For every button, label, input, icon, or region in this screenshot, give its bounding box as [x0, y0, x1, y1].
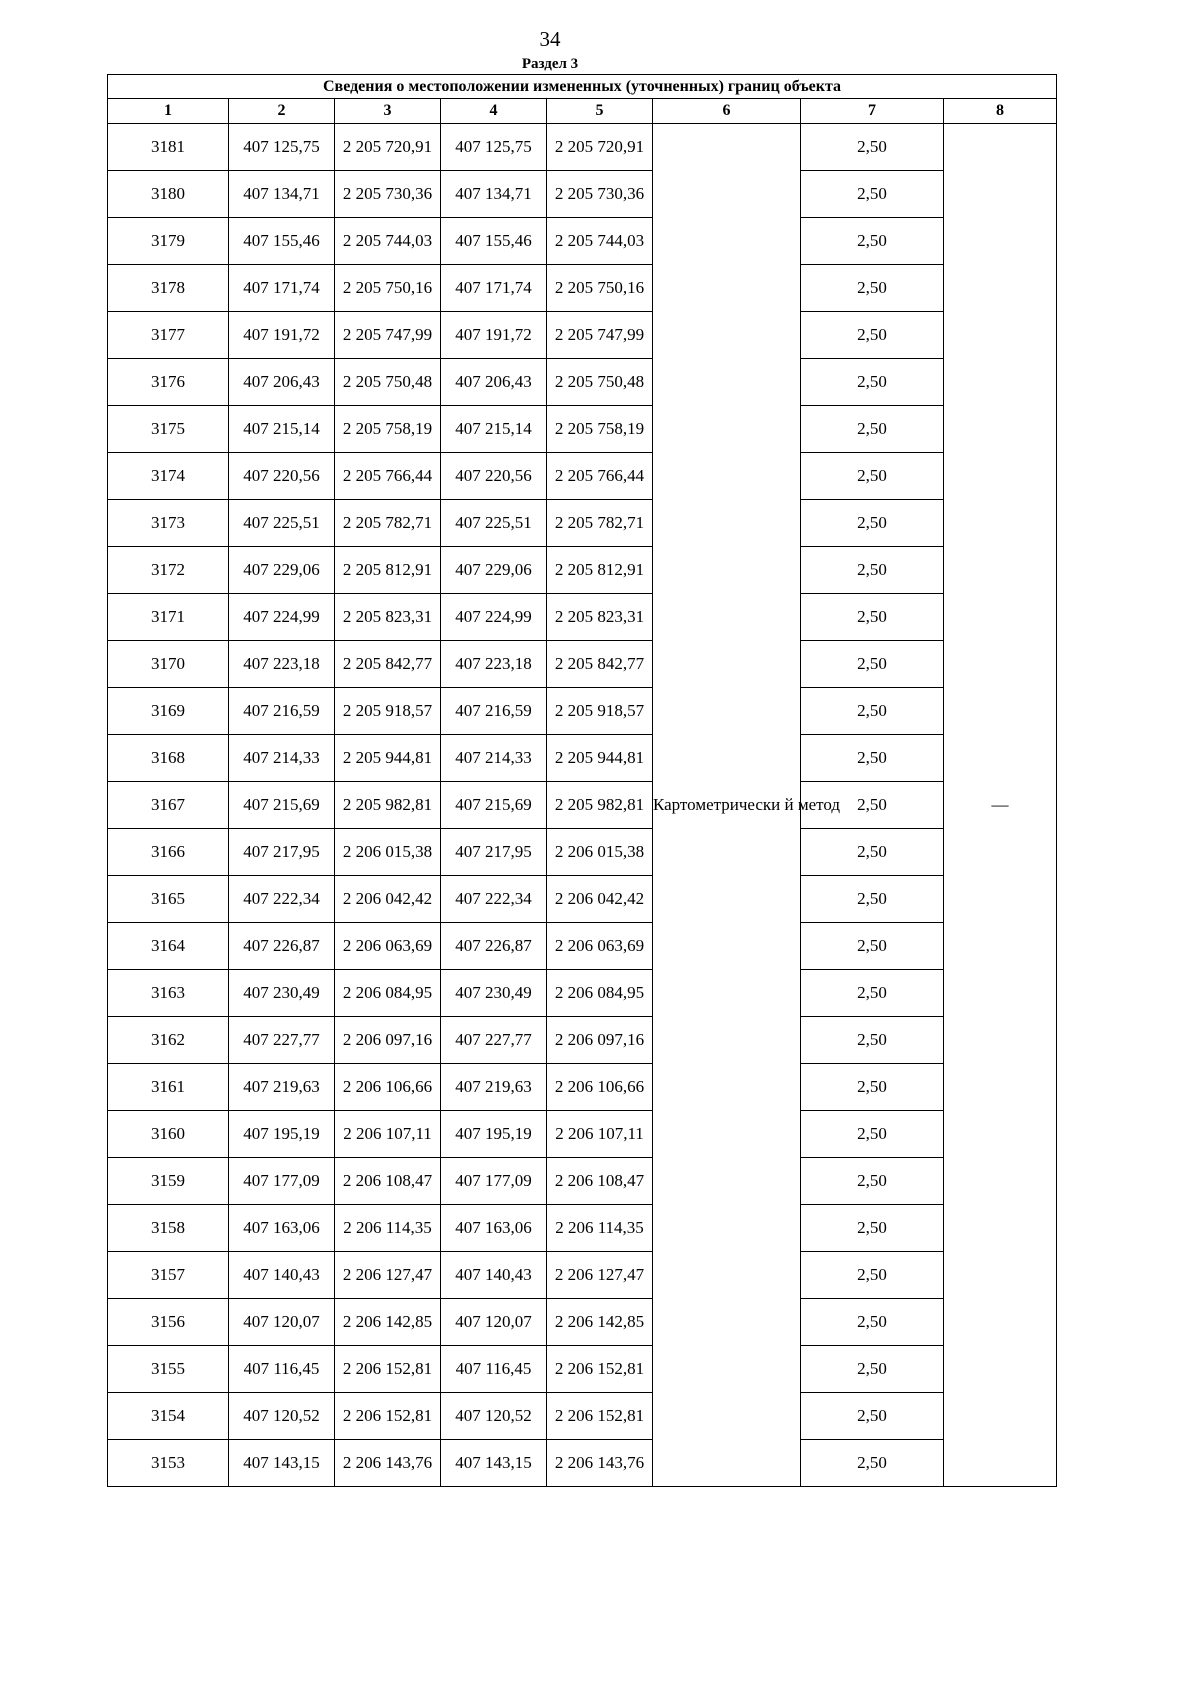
- y-new-cell: 2 205 823,31: [547, 594, 653, 641]
- x-new-cell: 407 226,87: [441, 923, 547, 970]
- x-existing-cell: 407 223,18: [229, 641, 335, 688]
- x-existing-cell: 407 134,71: [229, 171, 335, 218]
- y-new-cell: 2 205 730,36: [547, 171, 653, 218]
- y-new-cell: 2 206 106,66: [547, 1064, 653, 1111]
- x-existing-cell: 407 125,75: [229, 124, 335, 171]
- x-new-cell: 407 219,63: [441, 1064, 547, 1111]
- x-existing-cell: 407 215,69: [229, 782, 335, 829]
- point-number-cell: 3179: [108, 218, 229, 265]
- column-header: 3: [335, 99, 441, 124]
- y-new-cell: 2 206 042,42: [547, 876, 653, 923]
- x-existing-cell: 407 116,45: [229, 1346, 335, 1393]
- y-existing-cell: 2 206 127,47: [335, 1252, 441, 1299]
- method-cell: Картометрически й метод: [653, 124, 801, 1487]
- point-number-cell: 3165: [108, 876, 229, 923]
- accuracy-cell: 2,50: [801, 500, 944, 547]
- y-new-cell: 2 206 063,69: [547, 923, 653, 970]
- point-number-cell: 3162: [108, 1017, 229, 1064]
- table-row: [108, 641, 1057, 688]
- x-existing-cell: 407 230,49: [229, 970, 335, 1017]
- table-header-row: [108, 99, 1057, 124]
- y-existing-cell: 2 205 823,31: [335, 594, 441, 641]
- y-new-cell: 2 205 918,57: [547, 688, 653, 735]
- point-number-cell: 3167: [108, 782, 229, 829]
- table-row: [108, 594, 1057, 641]
- x-new-cell: 407 215,14: [441, 406, 547, 453]
- y-new-cell: 2 206 142,85: [547, 1299, 653, 1346]
- x-new-cell: 407 177,09: [441, 1158, 547, 1205]
- y-new-cell: 2 205 720,91: [547, 124, 653, 171]
- x-existing-cell: 407 177,09: [229, 1158, 335, 1205]
- x-existing-cell: 407 155,46: [229, 218, 335, 265]
- column-header: 7: [801, 99, 944, 124]
- y-existing-cell: 2 206 106,66: [335, 1064, 441, 1111]
- table-row: [108, 1205, 1057, 1252]
- accuracy-cell: 2,50: [801, 1017, 944, 1064]
- x-existing-cell: 407 222,34: [229, 876, 335, 923]
- y-existing-cell: 2 205 766,44: [335, 453, 441, 500]
- accuracy-cell: 2,50: [801, 876, 944, 923]
- table-row: [108, 218, 1057, 265]
- y-existing-cell: 2 205 747,99: [335, 312, 441, 359]
- x-new-cell: 407 155,46: [441, 218, 547, 265]
- table-row: [108, 1440, 1057, 1487]
- table-row: [108, 500, 1057, 547]
- x-new-cell: 407 206,43: [441, 359, 547, 406]
- point-number-cell: 3172: [108, 547, 229, 594]
- point-number-cell: 3154: [108, 1393, 229, 1440]
- y-new-cell: 2 205 842,77: [547, 641, 653, 688]
- y-new-cell: 2 205 750,48: [547, 359, 653, 406]
- accuracy-cell: 2,50: [801, 1064, 944, 1111]
- y-new-cell: 2 206 152,81: [547, 1346, 653, 1393]
- x-existing-cell: 407 143,15: [229, 1440, 335, 1487]
- y-existing-cell: 2 206 143,76: [335, 1440, 441, 1487]
- point-number-cell: 3177: [108, 312, 229, 359]
- y-existing-cell: 2 205 750,48: [335, 359, 441, 406]
- y-existing-cell: 2 205 758,19: [335, 406, 441, 453]
- point-number-cell: 3164: [108, 923, 229, 970]
- x-existing-cell: 407 219,63: [229, 1064, 335, 1111]
- table-row: [108, 124, 1057, 171]
- x-existing-cell: 407 220,56: [229, 453, 335, 500]
- accuracy-cell: 2,50: [801, 1440, 944, 1487]
- column-header: 6: [653, 99, 801, 124]
- point-number-cell: 3171: [108, 594, 229, 641]
- point-number-cell: 3163: [108, 970, 229, 1017]
- x-new-cell: 407 220,56: [441, 453, 547, 500]
- y-existing-cell: 2 205 812,91: [335, 547, 441, 594]
- y-new-cell: 2 206 084,95: [547, 970, 653, 1017]
- y-new-cell: 2 206 108,47: [547, 1158, 653, 1205]
- accuracy-cell: 2,50: [801, 1393, 944, 1440]
- table-caption: Сведения о местоположении измененных (уточненных) границ объекта: [108, 75, 1057, 99]
- y-existing-cell: 2 206 114,35: [335, 1205, 441, 1252]
- y-existing-cell: 2 206 152,81: [335, 1393, 441, 1440]
- x-new-cell: 407 120,52: [441, 1393, 547, 1440]
- accuracy-cell: 2,50: [801, 406, 944, 453]
- point-number-cell: 3166: [108, 829, 229, 876]
- column-header: 1: [108, 99, 229, 124]
- x-new-cell: 407 163,06: [441, 1205, 547, 1252]
- y-new-cell: 2 206 127,47: [547, 1252, 653, 1299]
- y-existing-cell: 2 205 750,16: [335, 265, 441, 312]
- point-number-cell: 3161: [108, 1064, 229, 1111]
- section-title: Раздел 3: [521, 56, 579, 72]
- column-header: 4: [441, 99, 547, 124]
- x-existing-cell: 407 217,95: [229, 829, 335, 876]
- x-new-cell: 407 120,07: [441, 1299, 547, 1346]
- accuracy-cell: 2,50: [801, 1111, 944, 1158]
- y-existing-cell: 2 205 730,36: [335, 171, 441, 218]
- table-row: [108, 1299, 1057, 1346]
- table-row: [108, 782, 1057, 829]
- table-body: [108, 75, 1057, 1487]
- x-new-cell: 407 215,69: [441, 782, 547, 829]
- accuracy-cell: 2,50: [801, 829, 944, 876]
- table-row: [108, 1111, 1057, 1158]
- accuracy-cell: 2,50: [801, 312, 944, 359]
- x-existing-cell: 407 215,14: [229, 406, 335, 453]
- x-existing-cell: 407 140,43: [229, 1252, 335, 1299]
- x-existing-cell: 407 120,52: [229, 1393, 335, 1440]
- y-existing-cell: 2 206 152,81: [335, 1346, 441, 1393]
- x-existing-cell: 407 229,06: [229, 547, 335, 594]
- y-new-cell: 2 206 152,81: [547, 1393, 653, 1440]
- accuracy-cell: 2,50: [801, 218, 944, 265]
- y-existing-cell: 2 205 918,57: [335, 688, 441, 735]
- table-row: [108, 1393, 1057, 1440]
- point-number-cell: 3156: [108, 1299, 229, 1346]
- x-existing-cell: 407 225,51: [229, 500, 335, 547]
- table-row: [108, 1158, 1057, 1205]
- table-row: [108, 1017, 1057, 1064]
- point-number-cell: 3159: [108, 1158, 229, 1205]
- accuracy-cell: 2,50: [801, 1205, 944, 1252]
- y-new-cell: 2 206 114,35: [547, 1205, 653, 1252]
- x-new-cell: 407 134,71: [441, 171, 547, 218]
- point-number-cell: 3168: [108, 735, 229, 782]
- point-number-cell: 3160: [108, 1111, 229, 1158]
- x-existing-cell: 407 224,99: [229, 594, 335, 641]
- x-new-cell: 407 195,19: [441, 1111, 547, 1158]
- y-existing-cell: 2 206 108,47: [335, 1158, 441, 1205]
- x-new-cell: 407 116,45: [441, 1346, 547, 1393]
- y-existing-cell: 2 205 982,81: [335, 782, 441, 829]
- x-new-cell: 407 125,75: [441, 124, 547, 171]
- y-existing-cell: 2 205 944,81: [335, 735, 441, 782]
- accuracy-cell: 2,50: [801, 171, 944, 218]
- x-new-cell: 407 216,59: [441, 688, 547, 735]
- x-new-cell: 407 191,72: [441, 312, 547, 359]
- x-existing-cell: 407 120,07: [229, 1299, 335, 1346]
- x-existing-cell: 407 214,33: [229, 735, 335, 782]
- accuracy-cell: 2,50: [801, 1158, 944, 1205]
- table-row: [108, 359, 1057, 406]
- table-row: [108, 970, 1057, 1017]
- x-existing-cell: 407 206,43: [229, 359, 335, 406]
- y-existing-cell: 2 205 744,03: [335, 218, 441, 265]
- accuracy-cell: 2,50: [801, 124, 944, 171]
- accuracy-cell: 2,50: [801, 453, 944, 500]
- x-existing-cell: 407 163,06: [229, 1205, 335, 1252]
- x-new-cell: 407 217,95: [441, 829, 547, 876]
- y-new-cell: 2 205 782,71: [547, 500, 653, 547]
- x-existing-cell: 407 191,72: [229, 312, 335, 359]
- y-existing-cell: 2 206 015,38: [335, 829, 441, 876]
- accuracy-cell: 2,50: [801, 594, 944, 641]
- page-number: 34: [539, 27, 561, 51]
- y-new-cell: 2 205 744,03: [547, 218, 653, 265]
- x-new-cell: 407 229,06: [441, 547, 547, 594]
- table-caption-row: [108, 75, 1057, 99]
- y-existing-cell: 2 206 042,42: [335, 876, 441, 923]
- x-existing-cell: 407 226,87: [229, 923, 335, 970]
- y-new-cell: 2 206 143,76: [547, 1440, 653, 1487]
- point-number-cell: 3157: [108, 1252, 229, 1299]
- table-row: [108, 171, 1057, 218]
- accuracy-cell: 2,50: [801, 923, 944, 970]
- y-new-cell: 2 205 982,81: [547, 782, 653, 829]
- column-header: 5: [547, 99, 653, 124]
- y-existing-cell: 2 205 720,91: [335, 124, 441, 171]
- y-existing-cell: 2 206 084,95: [335, 970, 441, 1017]
- table-row: [108, 735, 1057, 782]
- x-existing-cell: 407 216,59: [229, 688, 335, 735]
- point-number-cell: 3153: [108, 1440, 229, 1487]
- point-number-cell: 3181: [108, 124, 229, 171]
- accuracy-cell: 2,50: [801, 1346, 944, 1393]
- point-number-cell: 3175: [108, 406, 229, 453]
- x-new-cell: 407 143,15: [441, 1440, 547, 1487]
- y-new-cell: 2 205 944,81: [547, 735, 653, 782]
- y-new-cell: 2 205 812,91: [547, 547, 653, 594]
- point-number-cell: 3174: [108, 453, 229, 500]
- x-new-cell: 407 225,51: [441, 500, 547, 547]
- x-new-cell: 407 227,77: [441, 1017, 547, 1064]
- x-new-cell: 407 230,49: [441, 970, 547, 1017]
- table-row: [108, 406, 1057, 453]
- table-row: [108, 1252, 1057, 1299]
- point-number-cell: 3158: [108, 1205, 229, 1252]
- table-row: [108, 1064, 1057, 1111]
- accuracy-cell: 2,50: [801, 735, 944, 782]
- column-header: 8: [944, 99, 1057, 124]
- x-existing-cell: 407 171,74: [229, 265, 335, 312]
- y-new-cell: 2 205 750,16: [547, 265, 653, 312]
- accuracy-cell: 2,50: [801, 1299, 944, 1346]
- column-header: 2: [229, 99, 335, 124]
- table-row: [108, 453, 1057, 500]
- y-new-cell: 2 206 097,16: [547, 1017, 653, 1064]
- table-row: [108, 876, 1057, 923]
- y-existing-cell: 2 205 842,77: [335, 641, 441, 688]
- accuracy-cell: 2,50: [801, 547, 944, 594]
- boundary-coordinates-table: [107, 74, 1057, 1487]
- x-new-cell: 407 214,33: [441, 735, 547, 782]
- point-number-cell: 3169: [108, 688, 229, 735]
- table-row: [108, 312, 1057, 359]
- accuracy-cell: 2,50: [801, 359, 944, 406]
- point-number-cell: 3173: [108, 500, 229, 547]
- table-row: [108, 265, 1057, 312]
- y-existing-cell: 2 206 107,11: [335, 1111, 441, 1158]
- accuracy-cell: 2,50: [801, 1252, 944, 1299]
- y-new-cell: 2 206 015,38: [547, 829, 653, 876]
- table-row: [108, 688, 1057, 735]
- column-8-cell: —: [944, 124, 1057, 1487]
- table-row: [108, 923, 1057, 970]
- y-existing-cell: 2 205 782,71: [335, 500, 441, 547]
- accuracy-cell: 2,50: [801, 688, 944, 735]
- table-row: [108, 829, 1057, 876]
- table-row: [108, 1346, 1057, 1393]
- y-existing-cell: 2 206 097,16: [335, 1017, 441, 1064]
- accuracy-cell: 2,50: [801, 782, 944, 829]
- accuracy-cell: 2,50: [801, 265, 944, 312]
- x-new-cell: 407 222,34: [441, 876, 547, 923]
- accuracy-cell: 2,50: [801, 641, 944, 688]
- point-number-cell: 3176: [108, 359, 229, 406]
- x-new-cell: 407 223,18: [441, 641, 547, 688]
- table-row: [108, 547, 1057, 594]
- y-existing-cell: 2 206 063,69: [335, 923, 441, 970]
- x-new-cell: 407 224,99: [441, 594, 547, 641]
- x-new-cell: 407 171,74: [441, 265, 547, 312]
- point-number-cell: 3180: [108, 171, 229, 218]
- point-number-cell: 3155: [108, 1346, 229, 1393]
- x-existing-cell: 407 195,19: [229, 1111, 335, 1158]
- x-new-cell: 407 140,43: [441, 1252, 547, 1299]
- y-new-cell: 2 206 107,11: [547, 1111, 653, 1158]
- point-number-cell: 3170: [108, 641, 229, 688]
- point-number-cell: 3178: [108, 265, 229, 312]
- x-existing-cell: 407 227,77: [229, 1017, 335, 1064]
- y-new-cell: 2 205 747,99: [547, 312, 653, 359]
- y-existing-cell: 2 206 142,85: [335, 1299, 441, 1346]
- y-new-cell: 2 205 758,19: [547, 406, 653, 453]
- y-new-cell: 2 205 766,44: [547, 453, 653, 500]
- accuracy-cell: 2,50: [801, 970, 944, 1017]
